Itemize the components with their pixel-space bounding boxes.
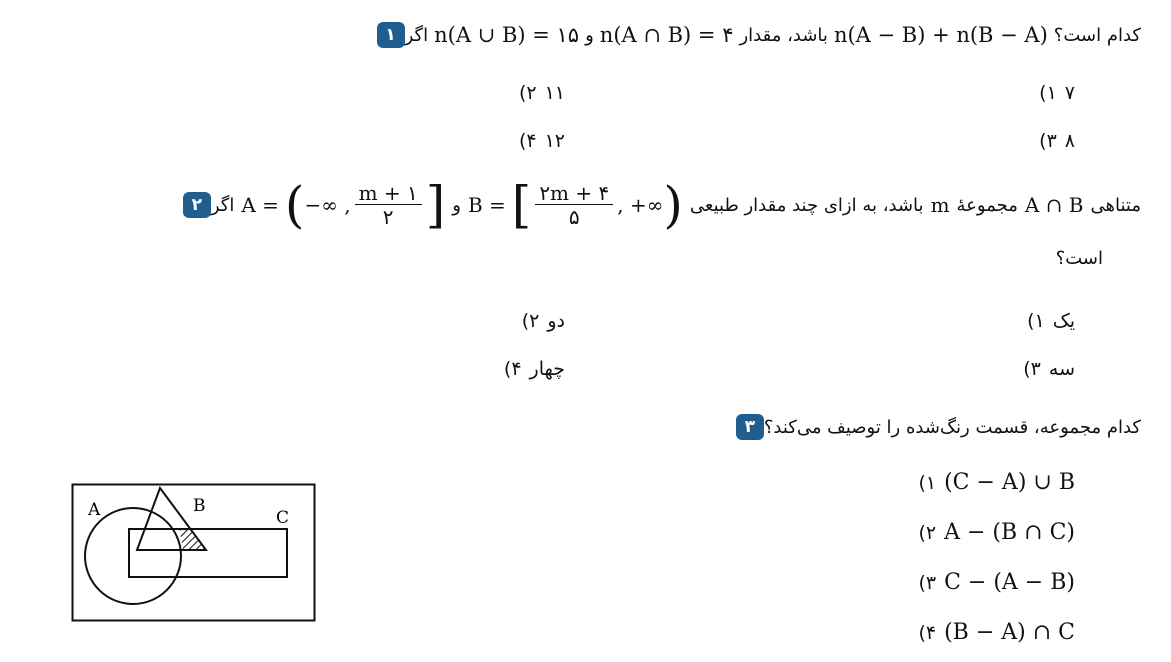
option-value: C − (A − B) [944, 570, 1075, 595]
option-number: ۱) [1027, 310, 1045, 332]
question-3 [726, 414, 1141, 440]
question-1-text [405, 23, 1141, 47]
q1-option-1[interactable] [1039, 82, 1075, 104]
option-number: ۱) [1039, 82, 1057, 104]
question-2-text [210, 176, 1141, 234]
q2-option-3[interactable] [1023, 358, 1075, 380]
text-set: مجموعهٔ [956, 194, 1018, 216]
paren-right: ) [663, 176, 683, 234]
set-a-label: A = [241, 193, 279, 217]
option-value: ۱۲ [544, 130, 565, 152]
label-a: A [88, 500, 101, 520]
intersection-ab: A ∩ B [1024, 193, 1084, 217]
q3-option-2[interactable] [918, 520, 1075, 545]
option-value: سه [1048, 358, 1075, 380]
option-number: ۳) [918, 571, 937, 594]
variable-m: m [930, 193, 950, 217]
option-value: ۸ [1064, 130, 1075, 152]
q1-option-4[interactable] [519, 130, 565, 152]
option-value: ۱۱ [544, 82, 565, 104]
option-value: (C − A) ∪ B [944, 470, 1075, 495]
option-number: ۲) [918, 521, 937, 544]
condition-intersection: n(A ∩ B) = ۴ [599, 23, 734, 47]
option-value: چهار [529, 358, 565, 380]
option-number: ۳) [1023, 358, 1041, 380]
paren-left: ( [284, 176, 305, 234]
venn-diagram [71, 483, 317, 623]
bracket-right: ] [425, 176, 446, 234]
q2-option-2[interactable] [522, 310, 565, 332]
q1-option-3[interactable] [1039, 130, 1075, 152]
fraction-b [535, 182, 613, 229]
q1-option-2[interactable] [519, 82, 565, 104]
question-number-badge: ۱ [377, 22, 405, 48]
text-mid: باشد، به ازای چند مقدار طبیعی [689, 194, 924, 216]
option-number: ۲) [518, 82, 537, 104]
q2-option-4[interactable] [504, 358, 565, 380]
label-b: B [193, 496, 206, 516]
condition-union: n(A ∪ B) = ۱۵ [434, 23, 580, 47]
fraction-denominator: ۲ [382, 204, 394, 229]
option-number: ۴) [518, 130, 537, 152]
option-number: ۴) [918, 621, 937, 644]
set-c-rectangle [129, 529, 287, 577]
fraction-denominator: ۵ [568, 204, 580, 229]
option-value: ۷ [1064, 82, 1075, 104]
option-value: دو [547, 310, 565, 332]
pos-infinity: , +∞ [617, 193, 664, 217]
text-and: و [452, 194, 461, 216]
neg-infinity: −∞ , [304, 193, 351, 217]
q2-option-1[interactable] [1027, 310, 1075, 332]
text-if: اگر [404, 24, 429, 46]
question-2-text-continued: است؟ [1055, 248, 1103, 269]
set-a-circle [85, 508, 181, 604]
text-end: کدام است؟ [1053, 24, 1141, 46]
text-and: و [585, 24, 594, 46]
question-3-text: کدام مجموعه، قسمت رنگ‌شده را توصیف می‌کند؟ [763, 416, 1141, 438]
q3-option-1[interactable] [918, 470, 1075, 495]
option-number: ۱) [918, 471, 937, 494]
bracket-left: [ [511, 176, 532, 234]
question-number-badge: ۲ [183, 192, 211, 218]
option-value: A − (B ∩ C) [944, 520, 1075, 545]
label-c: C [276, 508, 290, 528]
set-b-definition [467, 176, 683, 234]
text-mid: باشد، مقدار [739, 24, 828, 46]
question-1 [367, 22, 1141, 48]
q3-option-3[interactable] [918, 570, 1075, 595]
fraction-numerator: ۲m + ۴ [535, 182, 613, 205]
option-number: ۴) [503, 358, 522, 380]
text-finite: متناهی [1090, 194, 1141, 216]
question-number-badge: ۳ [736, 414, 764, 440]
question-2 [173, 176, 1141, 234]
set-b-label: B = [467, 193, 506, 217]
option-number: ۳) [1039, 130, 1057, 152]
text-if: اگر [210, 194, 235, 216]
option-number: ۲) [521, 310, 540, 332]
expression: n(A − B) + n(B − A) [833, 23, 1048, 47]
option-value: (B − A) ∩ C [944, 620, 1075, 645]
q3-option-4[interactable] [918, 620, 1075, 645]
set-a-definition [241, 176, 446, 234]
fraction-numerator: m + ۱ [355, 182, 422, 205]
fraction-a [355, 182, 422, 229]
option-value: یک [1052, 310, 1075, 332]
